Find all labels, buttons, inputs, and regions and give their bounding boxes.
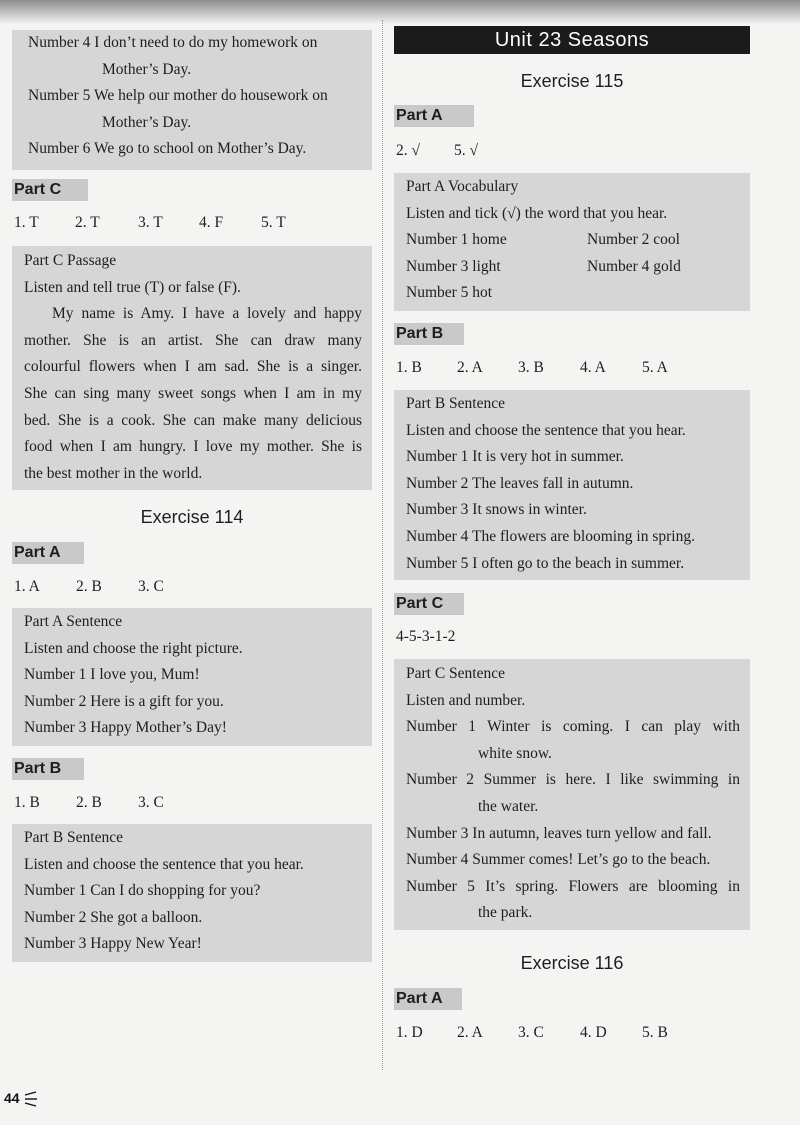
transcript-line: Mother’s Day. xyxy=(102,60,192,78)
box-title: Part C Passage xyxy=(24,252,117,269)
exercise-116-title: Exercise 116 xyxy=(520,953,624,973)
part-c-tag: Part C xyxy=(394,593,464,615)
vocab-row xyxy=(406,227,740,254)
box-title: Part B Sentence xyxy=(406,395,506,412)
transcript-line: the park. xyxy=(478,904,533,922)
part-c-answers xyxy=(14,212,286,234)
transcript-line: Number 1 I love you, Mum! xyxy=(24,666,200,684)
transcript-line: Number 3 In autumn, leaves turn yellow and fall. xyxy=(406,824,712,842)
passage-line: My name is Amy. I have a lovely and happy xyxy=(52,305,362,323)
part-b-transcript-box xyxy=(12,824,372,962)
exercise-114-title: Exercise 114 xyxy=(140,507,244,527)
part-b-transcript-box xyxy=(394,390,750,580)
answer: 5. B xyxy=(642,1024,668,1041)
answer: 3. T xyxy=(138,214,163,231)
transcript-line: Number 6 We go to school on Mother’s Day. xyxy=(28,140,307,158)
vocab-row xyxy=(406,254,740,281)
part-a-tag: Part A xyxy=(394,105,474,127)
part-a-answers xyxy=(396,1022,668,1044)
column-divider xyxy=(382,20,383,1070)
exercise-115-title: Exercise 115 xyxy=(520,71,624,91)
part-c-transcript-box xyxy=(394,659,750,930)
answer: 5. A xyxy=(642,359,668,376)
speaker-icon xyxy=(24,1091,38,1107)
part-b-answers xyxy=(396,357,668,379)
vocab-item: Number 2 cool xyxy=(587,231,680,249)
answer: 4. F xyxy=(199,214,224,231)
answer: 2. T xyxy=(75,214,100,231)
transcript-line: Number 2 The leaves fall in autumn. xyxy=(406,474,634,492)
part-b-tag: Part B xyxy=(394,323,464,345)
answer: 3. C xyxy=(138,794,164,811)
answer: 1. B xyxy=(14,794,40,811)
vocab-row xyxy=(406,280,740,307)
answer: 5. √ xyxy=(454,142,479,159)
transcript-line: Number 3 Happy Mother’s Day! xyxy=(24,719,227,737)
part-a-transcript-box xyxy=(12,608,372,746)
part-a-tag: Part A xyxy=(394,988,462,1010)
vocab-item: Number 4 gold xyxy=(587,257,681,275)
answer: 1. B xyxy=(396,359,422,376)
passage-line: colourful flowers when I am sad. She is a singer. xyxy=(24,358,362,376)
transcript-line: Mother’s Day. xyxy=(102,113,192,131)
passage-line: mother. She is an artist. She can draw many xyxy=(24,331,362,349)
answer: 5. T xyxy=(261,214,286,231)
box-title: Part C Sentence xyxy=(406,665,506,682)
transcript-line: Number 1 It is very hot in summer. xyxy=(406,448,624,466)
vocab-item: Number 5 hot xyxy=(406,284,493,302)
answer: 4. D xyxy=(580,1024,607,1041)
transcript-line: Number 2 She got a balloon. xyxy=(24,908,203,926)
transcript-line: Number 4 I don’t need to do my homework on xyxy=(28,34,318,51)
box-title: Part A Sentence xyxy=(24,613,123,630)
transcript-line: white snow. xyxy=(478,744,552,762)
page-number: 44 xyxy=(4,1090,20,1106)
answer: 4. A xyxy=(580,359,606,376)
answer: 4-5-3-1-2 xyxy=(396,628,456,645)
instruction: Listen and choose the sentence that you hear. xyxy=(24,855,304,873)
passage-line: She can sing many sweet songs when I am in my xyxy=(24,384,362,402)
instruction: Listen and tell true (T) or false (F). xyxy=(24,278,241,296)
transcript-line: Number 2 Summer is here. I like swimming in xyxy=(406,771,740,789)
transcript-line: the water. xyxy=(478,797,539,815)
vocab-item: Number 1 home xyxy=(406,231,507,249)
box-title: Part B Sentence xyxy=(24,829,124,846)
continued-transcript-box xyxy=(12,30,372,170)
part-a-answers xyxy=(396,140,478,162)
passage-line: the best mother in the world. xyxy=(24,464,203,482)
transcript-line: Number 5 We help our mother do housework on xyxy=(28,87,328,105)
answer: 2. A xyxy=(457,359,483,376)
transcript-line: Number 4 Summer comes! Let’s go to the beach. xyxy=(406,851,711,869)
answer: 2. A xyxy=(457,1024,483,1041)
transcript-line: Number 1 Winter is coming. I can play with xyxy=(406,718,740,736)
transcript-line: Number 2 Here is a gift for you. xyxy=(24,692,224,710)
answer: 2. √ xyxy=(396,142,421,159)
instruction: Listen and number. xyxy=(406,691,526,709)
answer: 2. B xyxy=(76,578,102,595)
transcript-line: Number 3 It snows in winter. xyxy=(406,501,587,519)
part-a-vocabulary-box xyxy=(394,173,750,311)
part-b-tag: Part B xyxy=(12,758,84,780)
instruction: Listen and choose the right picture. xyxy=(24,639,243,657)
part-a-answers xyxy=(14,576,164,598)
part-a-tag: Part A xyxy=(12,542,84,564)
transcript-line: Number 3 Happy New Year! xyxy=(24,935,202,953)
answer: 3. C xyxy=(518,1024,544,1041)
part-c-answers xyxy=(396,626,455,648)
answer: 1. D xyxy=(396,1024,423,1041)
answer: 2. B xyxy=(76,794,102,811)
box-title: Part A Vocabulary xyxy=(406,178,519,195)
answer: 1. A xyxy=(14,578,40,595)
passage-line: food when I am hungry. I love my mother. She is xyxy=(24,438,362,456)
part-c-tag: Part C xyxy=(12,179,88,201)
transcript-line: Number 4 The flowers are blooming in spring. xyxy=(406,527,695,545)
vocab-item: Number 3 light xyxy=(406,257,501,275)
page-top-band xyxy=(0,0,800,24)
part-c-passage-box xyxy=(12,246,372,490)
transcript-line: Number 1 Can I do shopping for you? xyxy=(24,882,261,900)
instruction: Listen and tick (√) the word that you hear. xyxy=(406,204,668,222)
unit-title: Unit 23 Seasons xyxy=(394,26,750,54)
answer: 1. T xyxy=(14,214,39,231)
answer: 3. B xyxy=(518,359,544,376)
answer: 3. C xyxy=(138,578,164,595)
transcript-line: Number 5 It’s spring. Flowers are blooming in xyxy=(406,877,740,895)
transcript-line: Number 5 I often go to the beach in summer. xyxy=(406,554,685,572)
passage-line: bed. She is a cook. She can make many delicious xyxy=(24,411,362,429)
part-b-answers xyxy=(14,792,164,814)
instruction: Listen and choose the sentence that you hear. xyxy=(406,421,686,439)
